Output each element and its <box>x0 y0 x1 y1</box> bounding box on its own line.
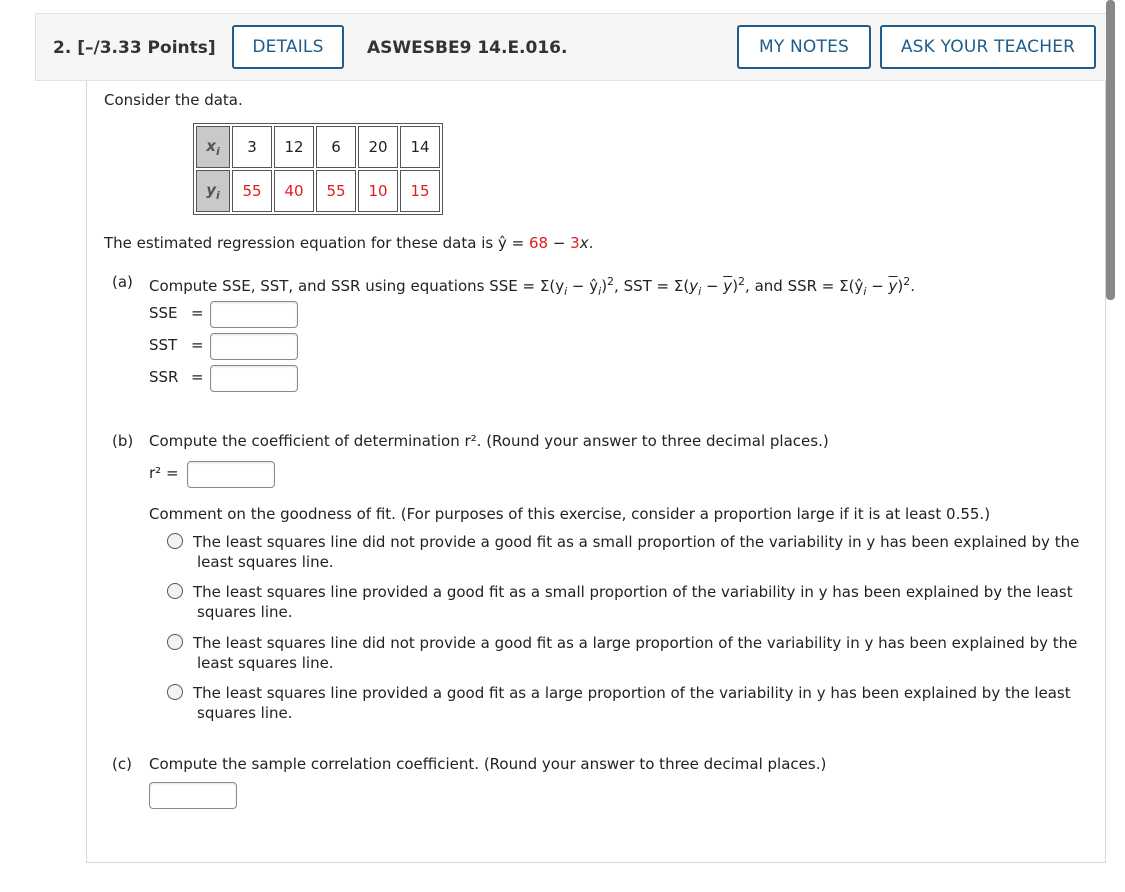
y-cell: 10 <box>358 170 398 212</box>
y-cell: 55 <box>232 170 272 212</box>
ssr-label: SSR <box>149 368 179 386</box>
x-header: $x_i$ <box>196 126 230 168</box>
part-a-letter: (a) <box>112 273 133 291</box>
my-notes-button[interactable]: MY NOTES <box>737 25 871 69</box>
y-header: $y_i$ <box>196 170 230 212</box>
data-table <box>193 123 443 215</box>
radio-button[interactable] <box>167 634 183 650</box>
part-b-letter: (b) <box>112 432 134 450</box>
scrollbar[interactable] <box>1106 0 1115 300</box>
sse-input[interactable] <box>210 301 298 328</box>
y-cell: 55 <box>316 170 356 212</box>
ssr-equals: = <box>191 368 204 386</box>
table-row <box>196 170 440 212</box>
option-label: The least squares line provided a good fit as a large proportion of the variability in y has been explained by the least squares line. <box>193 684 1071 722</box>
r2-label: r² = <box>149 464 179 482</box>
goodness-comment: Comment on the goodness of fit. (For purposes of this exercise, consider a proportion large if it is at least 0.55.) <box>149 505 991 523</box>
sse-equals: = <box>191 304 204 322</box>
ask-teacher-button[interactable]: ASK YOUR TEACHER <box>880 25 1096 69</box>
r2-input[interactable] <box>187 461 275 488</box>
option-label: The least squares line did not provide a good fit as a large proportion of the variability in y has been explained by the least squares line. <box>193 634 1078 672</box>
sst-equals: = <box>191 336 204 354</box>
regression-equation: The estimated regression equation for these data is ŷ = 68 − 3x. <box>104 234 594 252</box>
option-label: The least squares line did not provide a good fit as a small proportion of the variability in y has been explained by the least squares line. <box>193 533 1080 571</box>
points-label: [–/3.33 Points] <box>77 38 216 58</box>
x-cell: 3 <box>232 126 272 168</box>
question-header <box>35 13 1107 81</box>
question-number: 2. [–/3.33 Points] <box>53 38 216 58</box>
question-body <box>86 81 1106 863</box>
sse-label: SSE <box>149 304 178 322</box>
y-cell: 40 <box>274 170 314 212</box>
part-b-prompt: Compute the coefficient of determination r². (Round your answer to three decimal places.) <box>149 432 829 450</box>
radio-button[interactable] <box>167 533 183 549</box>
sst-label: SST <box>149 336 178 354</box>
part-a-prompt: Compute SSE, SST, and SSR using equations SSE = $\Sigma(y_i$ − $ŷ_i)^2$, SST = $\Sigma(y_i - \overline{y})^2$, and SSR = $\Sigma(ŷ_i - \overline{y})^2$. <box>149 275 916 298</box>
x-cell: 14 <box>400 126 440 168</box>
x-cell: 20 <box>358 126 398 168</box>
part-c-letter: (c) <box>112 755 132 773</box>
y-cell: 15 <box>400 170 440 212</box>
problem-code: ASWESBE9 14.E.016. <box>367 38 568 58</box>
radio-button[interactable] <box>167 583 183 599</box>
radio-button[interactable] <box>167 684 183 700</box>
slope-value: 3 <box>570 234 580 252</box>
ssr-input[interactable] <box>210 365 298 392</box>
option-label: The least squares line provided a good fit as a small proportion of the variability in y has been explained by the least squares line. <box>193 583 1073 621</box>
details-button[interactable]: DETAILS <box>232 25 344 69</box>
intercept-value: 68 <box>528 234 549 252</box>
intro-text: Consider the data. <box>104 91 243 109</box>
x-cell: 12 <box>274 126 314 168</box>
part-c-prompt: Compute the sample correlation coefficient. (Round your answer to three decimal places.) <box>149 755 827 773</box>
table-row <box>196 126 440 168</box>
sst-input[interactable] <box>210 333 298 360</box>
correlation-input[interactable] <box>149 782 237 809</box>
x-cell: 6 <box>316 126 356 168</box>
